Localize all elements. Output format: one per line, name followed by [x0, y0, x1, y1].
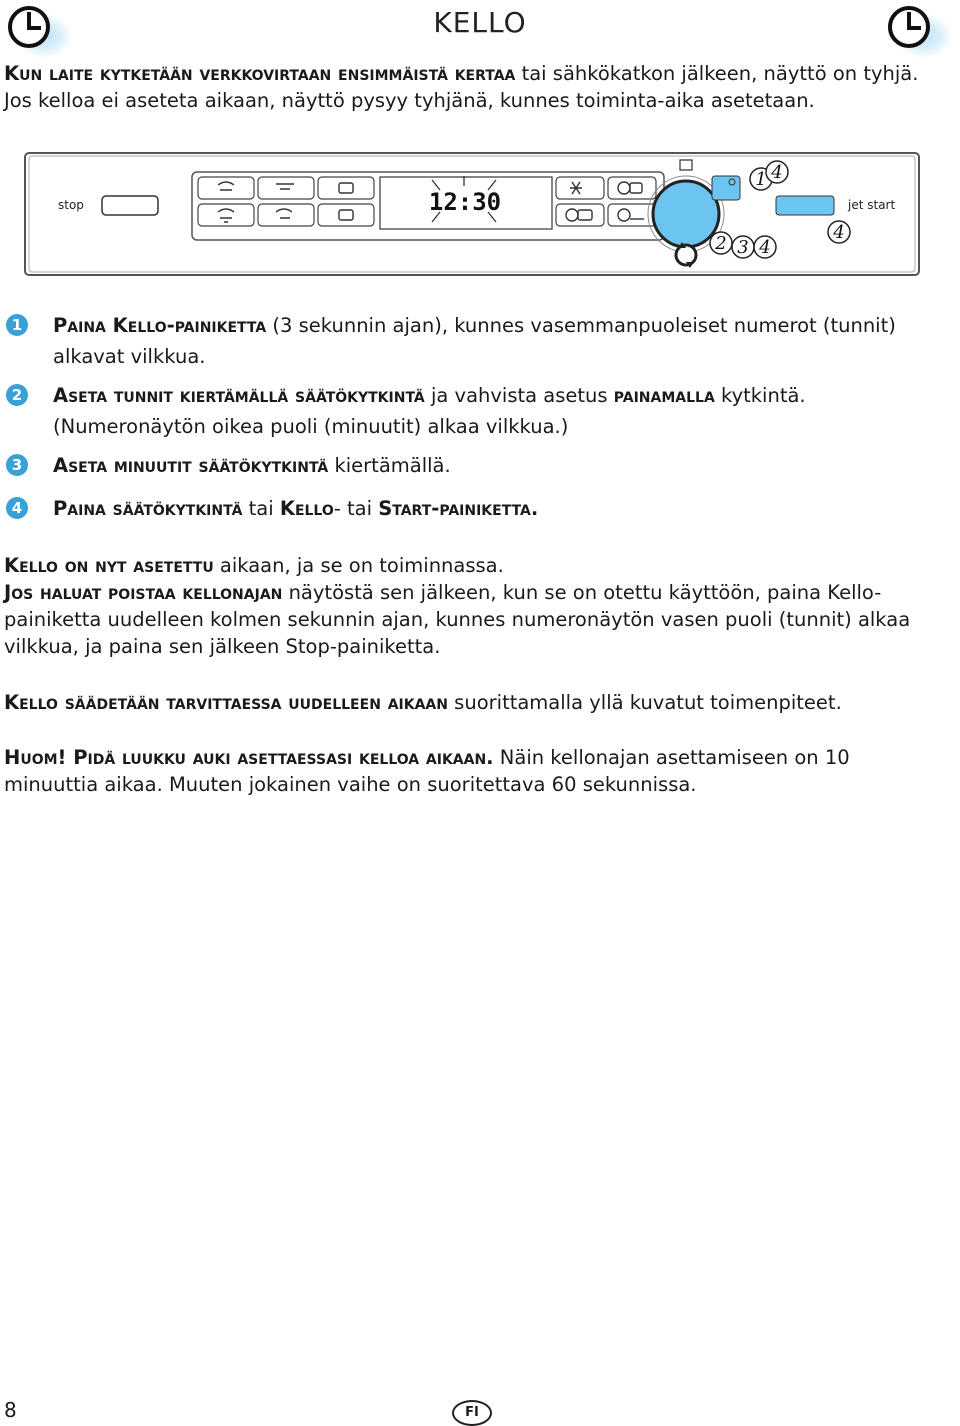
step-4-lead3: Start-painiketta.	[378, 497, 539, 520]
note-lead: Huom! Pidä luukku auki asettaessasi kelloa aikaan.	[4, 746, 494, 769]
step-2	[6, 380, 946, 442]
intro-rest: tai sähkökatkon jälkeen, näyttö on tyhjä. Jos kelloa ei aseteta aikaan, näyttö pysyy tyhjänä, kunnes toiminta-aika asetetaan.	[4, 62, 919, 112]
step-4-mid2: - tai	[333, 497, 379, 520]
step-4-lead: Paina säätökytkintä	[53, 497, 243, 520]
program-button-1[interactable]	[198, 177, 254, 199]
callout-4-bottom: 4	[759, 237, 771, 258]
step-2-rest: kytkintä.	[714, 384, 806, 407]
step-3-lead: Aseta minuutit säätökytkintä	[53, 454, 329, 477]
note-paragraph	[4, 744, 944, 798]
intro-lead: Kun laite kytketään verkkovirtaan ensimmäistä kertaa	[4, 62, 516, 85]
step-number-2: 2	[6, 384, 28, 406]
note-rest: Näin kellonajan asettamiseen on 10 minuuttia aikaa. Muuten jokainen vaihe on suoritettava 60 sekunnissa.	[4, 746, 850, 796]
program-button-6[interactable]	[318, 204, 374, 226]
set-notice-rest: aikaan, ja se on toiminnassa.	[213, 554, 504, 577]
clock-display: 12:30	[428, 188, 502, 216]
rotate-arrows-icon	[676, 242, 696, 268]
callout-3: 3	[737, 237, 749, 258]
step-1-rest: (3 sekunnin ajan), kunnes vasemmanpuoleiset numerot (tunnit) alkavat vilkkua.	[53, 314, 896, 368]
jet-start-button[interactable]	[776, 196, 834, 215]
callout-4-top: 4	[771, 162, 783, 183]
function-button-2[interactable]	[608, 177, 656, 199]
clock-icon-right	[886, 4, 932, 50]
stop-button[interactable]	[102, 196, 158, 215]
callout-2: 2	[715, 233, 727, 254]
step-number-3: 3	[6, 454, 28, 476]
step-1-lead: Paina Kello-painiketta	[53, 314, 267, 337]
step-2-line2: (Numeronäytön oikea puoli (minuutit) alkaa vilkkua.)	[53, 415, 569, 438]
remove-notice-lead: Jos haluat poistaa kellonajan	[4, 581, 283, 604]
step-3	[6, 450, 946, 481]
remove-notice	[4, 579, 944, 660]
set-notice-lead: Kello on nyt asetettu	[4, 554, 214, 577]
step-number-1: 1	[6, 314, 28, 336]
readjust-notice	[4, 689, 944, 716]
program-button-3[interactable]	[318, 177, 374, 199]
language-badge: FI	[452, 1400, 492, 1426]
remove-notice-rest: näytöstä sen jälkeen, kun se on otettu käyttöön, paina Kello-painiketta uudelleen kolmen sekunnin ajan, kunnes numeronäytön vasen puoli (tunnit) alkaa vilkkua, ja paina sen jälkeen Stop-painiketta.	[4, 581, 911, 658]
control-panel-svg	[24, 152, 920, 276]
control-panel-diagram	[24, 152, 920, 276]
step-4-lead2: Kello	[279, 497, 334, 520]
control-knob[interactable]	[653, 181, 719, 247]
page-number: 8	[4, 1398, 17, 1422]
function-button-3[interactable]	[556, 204, 604, 226]
callout-1-top: 1	[755, 169, 767, 190]
page-title: KELLO	[433, 6, 527, 39]
stop-label: stop	[58, 198, 84, 212]
readjust-notice-lead: Kello säädetään tarvittaessa uudelleen aikaan	[4, 691, 448, 714]
step-2-lead2: painamalla	[613, 384, 715, 407]
jet-start-label: jet start	[848, 198, 896, 212]
program-button-2[interactable]	[258, 177, 314, 199]
step-3-rest: kiertämällä.	[328, 454, 451, 477]
step-4-mid: tai	[242, 497, 280, 520]
program-button-5[interactable]	[258, 204, 314, 226]
set-notice	[4, 552, 944, 579]
step-2-lead: Aseta tunnit kiertämällä säätökytkintä	[53, 384, 425, 407]
step-2-mid: ja vahvista asetus	[424, 384, 614, 407]
callout-4-right: 4	[833, 222, 845, 243]
step-1	[6, 310, 946, 372]
intro-paragraph	[4, 60, 944, 114]
step-number-4: 4	[6, 497, 28, 519]
step-4	[6, 493, 946, 524]
readjust-notice-rest: suorittamalla yllä kuvatut toimenpiteet.	[447, 691, 842, 714]
clock-button[interactable]	[712, 176, 740, 200]
